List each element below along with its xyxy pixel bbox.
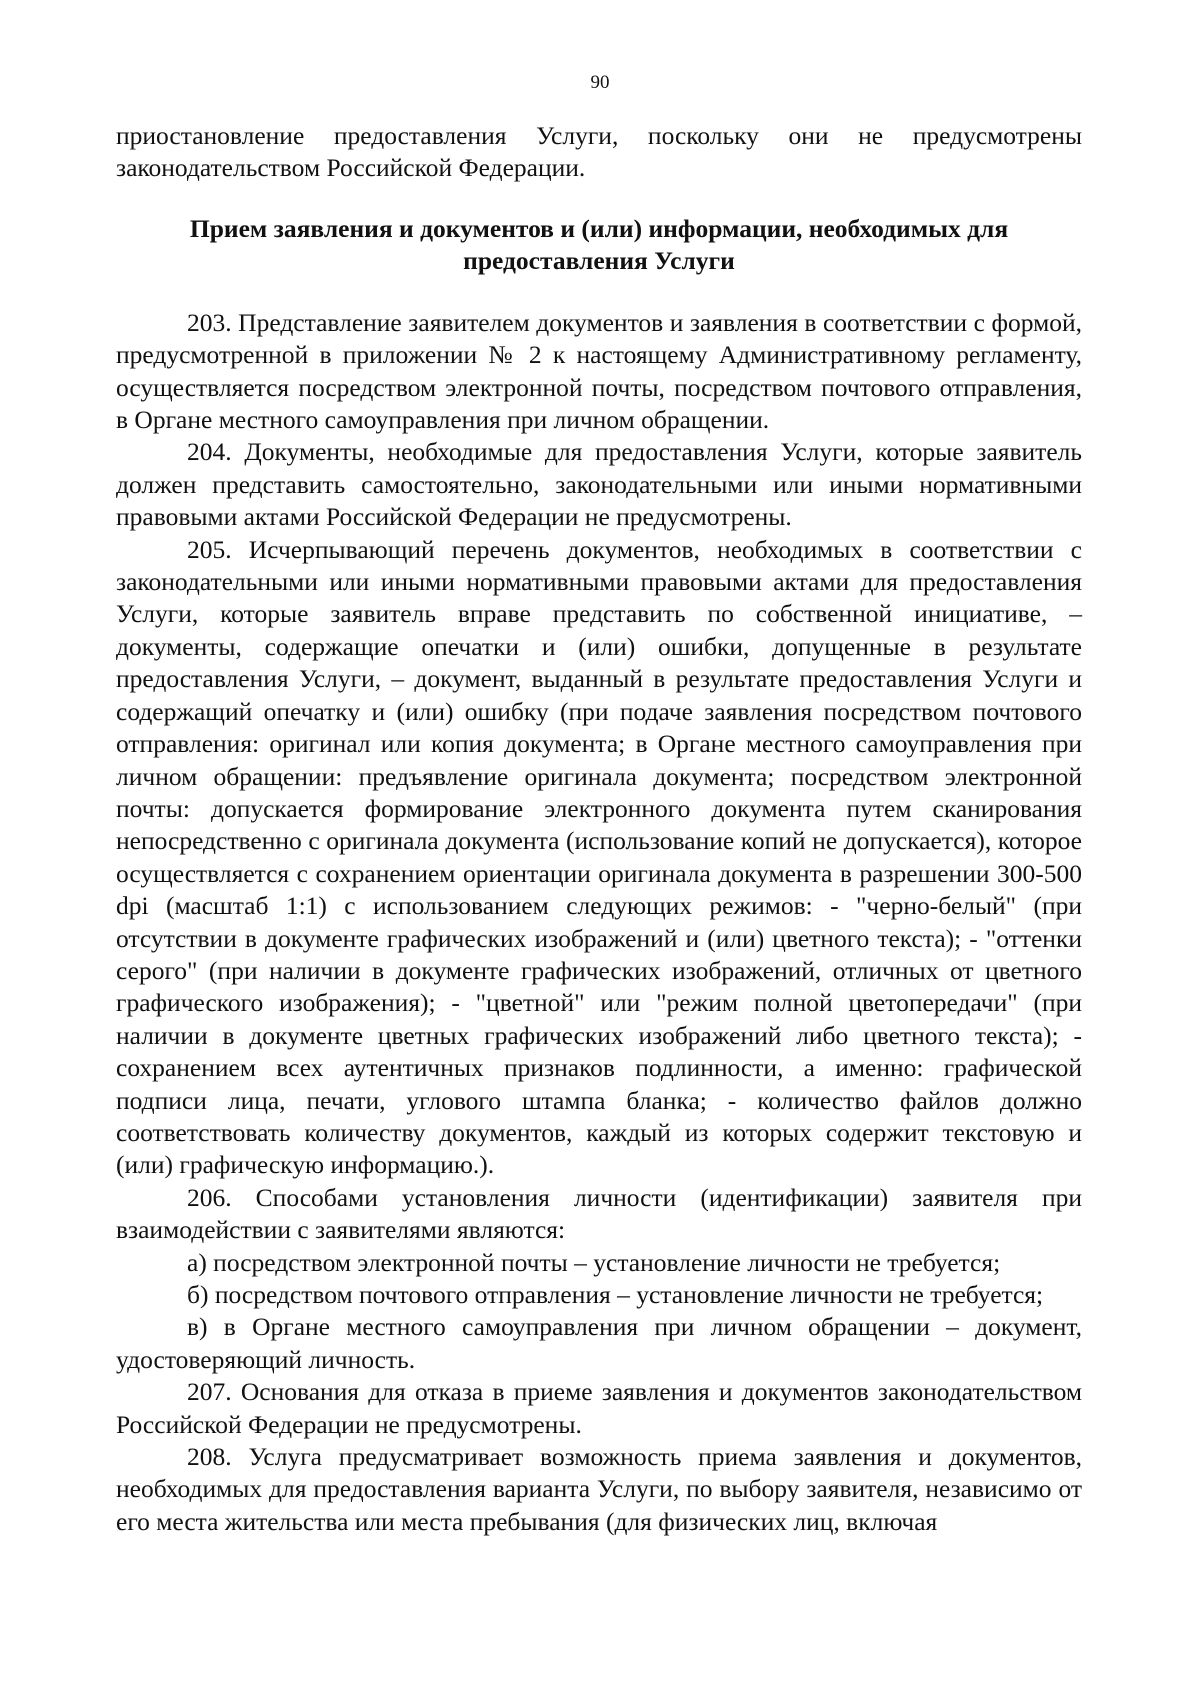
paragraph-203: 203. Представление заявителем документов и заявления в соответствии с формой, предусмотренной в приложении № 2 к настоящему Административному регламенту, осуществляется посредством электронной почты, посредством почтового отправления, в Органе местного самоуправления при личном обращении.: [116, 307, 1082, 435]
paragraph-208: 208. Услуга предусматривает возможность приема заявления и документов, необходимых для предоставления варианта Услуги, по выбору заявителя, независимо от его места жительства или места пребывания (для физических лиц, включая: [116, 1442, 1082, 1536]
paragraph-204: 204. Документы, необходимые для предоставления Услуги, которые заявитель должен представить самостоятельно, законодательными или иными нормативными правовыми актами Российской Федерации не предусмотрены.: [116, 437, 1082, 532]
intro-paragraph: приостановление предоставления Услуги, поскольку они не предусмотрены законодательством Российской Федерации.: [116, 121, 1082, 183]
paragraph-206: 206. Способами установления личности (идентификации) заявителя при взаимодействии с заявителями являются:: [116, 1182, 1082, 1245]
list-item-b: б) посредством почтового отправления – установление личности не требуется;: [187, 1280, 1044, 1309]
page-number: 90: [590, 72, 610, 93]
list-item-v: в) в Органе местного самоуправления при личном обращении – документ, удостоверяющий личность.: [116, 1312, 1082, 1374]
section-heading: Прием заявления и документов и (или) информации, необходимых для предоставления Услуги: [189, 213, 1009, 275]
list-item-a: а) посредством электронной почты – установление личности не требуется;: [187, 1247, 1001, 1277]
paragraph-205: 205. Исчерпывающий перечень документов, необходимых в соответствии с законодательными или иными нормативными правовыми актами для предоставления Услуги, которые заявитель вправе представить по собственной инициативе, – документы, содержащие опечатки и (или) ошибки, допущенные в результате предоставления Услуги, – документ, выданный в результате предоставления Услуги и содержащий опечатку и (или) ошибку (при подаче заявления посредством почтового отправления: оригинал или копия документа; в Органе местного самоуправления при личном обращении: предъявление оригинала документа; посредством электронной почты: допускается формирование электронного документа путем сканирования непосредственно с оригинала документа (использование копий не допускается), которое осуществляется с сохранением ориентации оригинала документа в разрешении 300-500 dpi (масштаб 1:1) с использованием следующих режимов: - "черно-белый" (при отсутствии в документе графических изображений и (или) цветного текста); - "оттенки серого" (при наличии в документе графических изображений, отличных от цветного графического изображения); - "цветной" или "режим полной цветопередачи" (при наличии в документе цветных графических изображений либо цветного текста); - сохранением всех аутентичных признаков подлинности, а именно: графической подписи лица, печати, углового штампа бланка; - количество файлов должно соответствовать количеству документов, каждый из которых содержит текстовую и (или) графическую информацию.).: [116, 534, 1082, 1180]
document-body: [116, 120, 1082, 1538]
paragraph-207: 207. Основания для отказа в приеме заявления и документов законодательством Российской Федерации не предусмотрены.: [116, 1377, 1082, 1439]
